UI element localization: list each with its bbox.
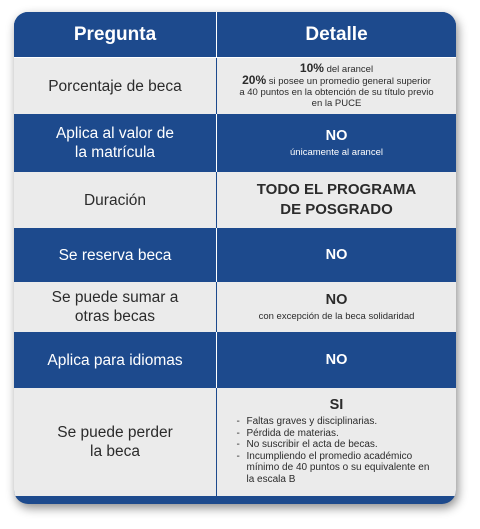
loss-reasons-list <box>237 416 437 485</box>
detail-text: en la PUCE <box>311 98 362 109</box>
row-label: Se puede sumar a otras becas <box>14 282 217 332</box>
detail-value: SI <box>329 397 344 413</box>
table-row <box>14 58 456 114</box>
table-row <box>14 282 456 332</box>
list-item: - Faltas graves y disciplinarias. <box>237 416 437 428</box>
detail-note: con excepción de la beca solidaridad <box>258 311 415 322</box>
row-label: Duración <box>14 172 217 228</box>
table-row <box>14 228 456 282</box>
detail-percent: 10% <box>299 61 324 75</box>
table-header <box>14 12 456 58</box>
row-label: Porcentaje de beca <box>14 58 217 114</box>
table-row <box>14 332 456 388</box>
row-detail <box>217 58 456 114</box>
row-label: Aplica al valor de la matrícula <box>14 114 217 172</box>
row-detail <box>217 282 456 332</box>
detail-value: NO <box>325 292 348 308</box>
detail-value: NO <box>325 128 348 144</box>
header-pregunta: Pregunta <box>14 12 217 57</box>
list-item: - Pérdida de materias. <box>237 428 437 440</box>
row-detail <box>217 388 456 496</box>
detail-value: TODO EL PROGRAMA DE POSGRADO <box>256 181 417 218</box>
header-detalle: Detalle <box>305 23 368 45</box>
detail-text: si posee un promedio general superior <box>266 76 431 87</box>
detail-value: NO <box>325 352 348 368</box>
detail-percent: 20% <box>242 73 267 87</box>
detail-text: del arancel <box>323 64 374 75</box>
list-item: - Incumpliendo el promedio académico mínimo de 40 puntos o su equivalente en la escala B <box>237 451 437 486</box>
table-row <box>14 114 456 172</box>
list-item: - No suscribir el acta de becas. <box>237 439 437 451</box>
detail-note: únicamente al arancel <box>290 147 383 158</box>
row-label: Aplica para idiomas <box>14 332 217 388</box>
detail-text: a 40 puntos en la obtención de su título previo <box>239 87 434 98</box>
row-label: Se puede perder la beca <box>14 388 217 496</box>
row-detail <box>217 114 456 172</box>
detail-value: NO <box>325 247 348 263</box>
table-row <box>14 172 456 228</box>
scholarship-table <box>14 12 456 504</box>
table-row <box>14 388 456 496</box>
row-label: Se reserva beca <box>14 228 217 282</box>
